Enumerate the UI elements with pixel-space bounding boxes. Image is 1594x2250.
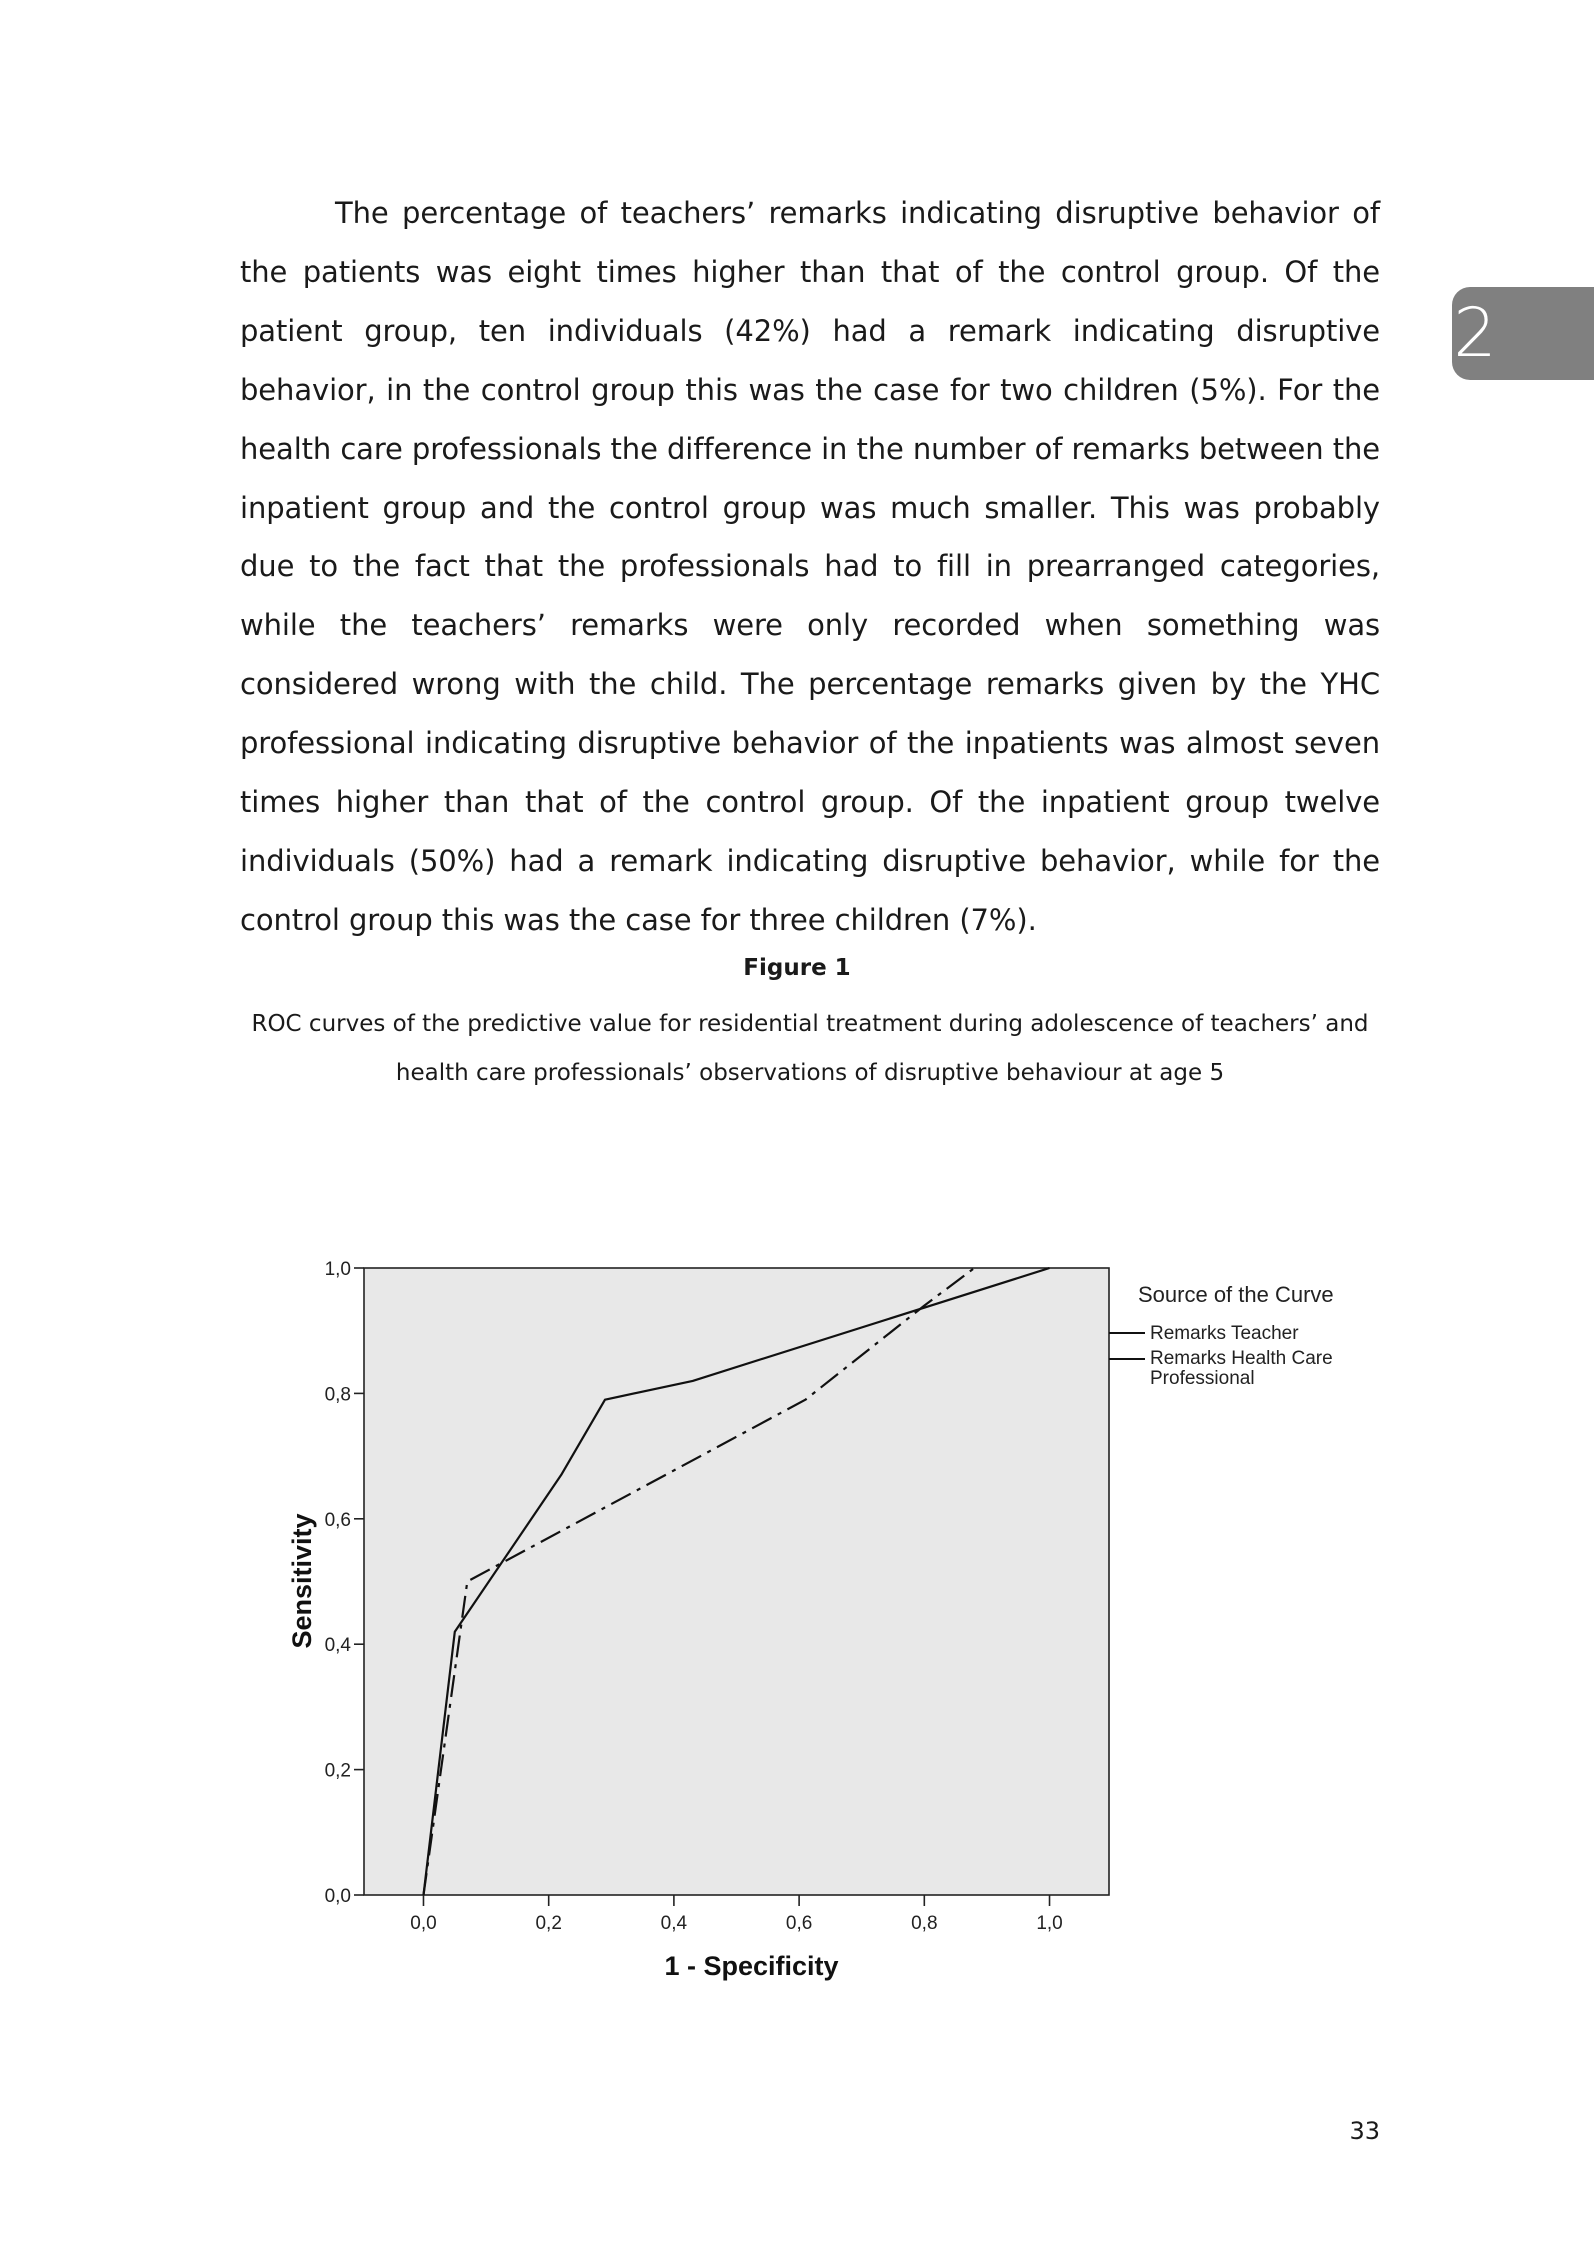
y-axis-title: Sensitivity [287,1513,317,1649]
x-tick-label: 0,4 [660,1913,688,1934]
x-tick-label: 1,0 [1036,1913,1063,1934]
figure-title: Figure 1 [743,955,851,981]
body-paragraph: The percentage of teachers’ remarks indicating disruptive behavior of the patients was eight times higher than that of the control group. Of the patient group, ten individuals (42%) had a remark indicating disruptive behavior, in the control group this was the case for two children (5%). For the health care professionals the difference in the number of remarks between the inpatient group and the control group was much smaller. This was probably due to the fact that the professionals had to fill in prearranged categories, while the teachers’ remarks were only recorded when something was considered wrong with the child. The percentage remarks given by the YHC professional indicating disruptive behavior of the inpatients was almost seven times higher than that of the control group. Of the inpatient group twelve individuals (50%) had a remark indicating disruptive behavior, while for the control group this was the case for three children (7%). [240,196,1380,937]
y-tick-label: 0,0 [324,1886,351,1907]
y-tick-label: 1,0 [324,1259,351,1280]
legend-label-teacher: Remarks Teacher [1150,1323,1299,1344]
x-axis-title: 1 - Specificity [664,1951,839,1981]
x-tick-label: 0,6 [785,1913,813,1934]
y-tick-label: 0,8 [324,1384,351,1406]
y-tick-label: 0,6 [324,1509,351,1531]
page-number: 33 [1349,2117,1380,2145]
x-tick-label: 0,0 [410,1913,437,1934]
x-tick-label: 0,8 [911,1913,938,1934]
figure-caption: ROC curves of the predictive value for residential treatment during adolescence of teachers’ and health care professionals’ observations of disruptive behaviour at age 5 [251,1011,1369,1086]
y-tick-label: 0,2 [324,1760,351,1782]
legend-label-health-care: Remarks Health Care Professional [1150,1348,1333,1389]
legend-title: Source of the Curve [1138,1282,1334,1307]
y-tick-label: 0,4 [324,1635,351,1657]
x-tick-label: 0,2 [535,1913,562,1934]
plot-area [364,1268,1109,1895]
chapter-number: 2 [1453,294,1497,373]
